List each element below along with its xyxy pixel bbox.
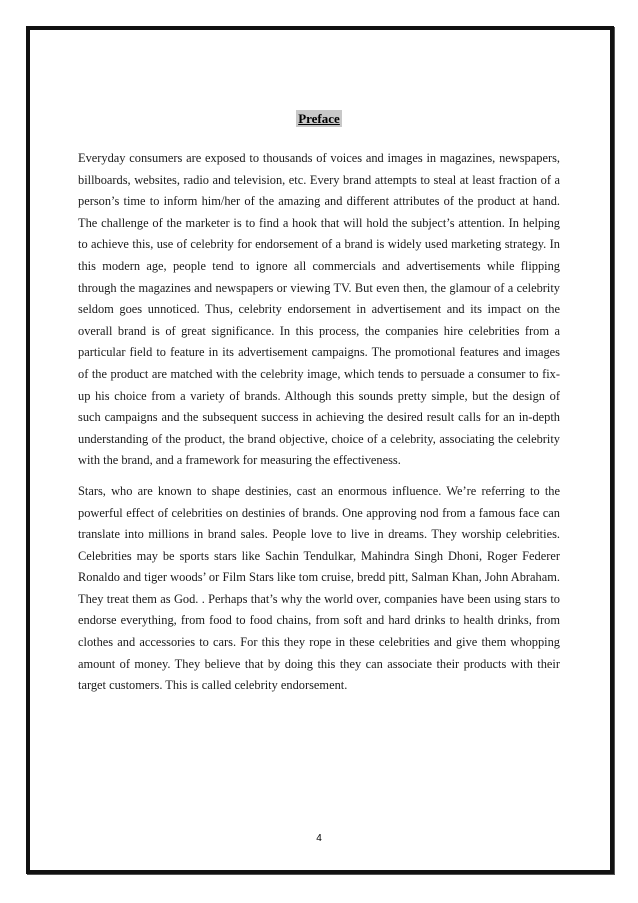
preface-heading: Preface (298, 111, 340, 126)
paragraph-2: Stars, who are known to shape destinies, cast an enormous influence. We’re referring to the powerful effect of celebrities on destinies of brands. One approving nod from a famous face can translate into millions in brand sales. People love to live in dreams. They worship celebrities. Celebrities may be sports stars like Sachin Tendulkar, Mahindra Singh Dhoni, Roger Federer Ronaldo and tiger woods’ or Film Stars like tom cruise, bredd pitt, Salman Khan, John Abraham. They treat them as God. . Perhaps that’s why the world over, companies have been using stars to endorse everything, from food to food chains, from soft and hard drinks to health drinks, from clothes and accessories to cars. For this they rope in these celebrities and give them whopping amount of money. They believe that by doing this they can associate their products with their target customers. This is called celebrity endorsement. (78, 483, 560, 693)
heading-container (0, 110, 638, 128)
page-number: 4 (316, 833, 322, 844)
preface-body (78, 148, 560, 697)
paragraph-1: Everyday consumers are exposed to thousands of voices and images in magazines, newspapers, billboards, websites, radio and television, etc. Every brand attempts to steal at least fraction of a person’s time to inform him/her of the amazing and different attributes of the product at hand. The challenge of the marketer is to find a hook that will hold the subject’s attention. In helping to achieve this, use of celebrity for endorsement of a brand is widely used marketing strategy. In this modern age, people tend to ignore all commercials and advertisements while flipping through the magazines and newspapers or viewing TV. But even then, the glamour of a celebrity seldom goes unnoticed. Thus, celebrity endorsement in advertisement and its impact on the overall brand is of great significance. In this process, the companies hire celebrities from a particular field to feature in its advertisement campaigns. The promotional features and images of the product are matched with the celebrity image, which tends to persuade a consumer to fix-up his choice from a variety of brands. Although this sounds pretty simple, but the design of such campaigns and the subsequent success in achieving the desired result calls for an in-depth understanding of the product, the brand objective, choice of a celebrity, associating the celebrity with the brand, and a framework for measuring the effectiveness. (78, 151, 560, 468)
